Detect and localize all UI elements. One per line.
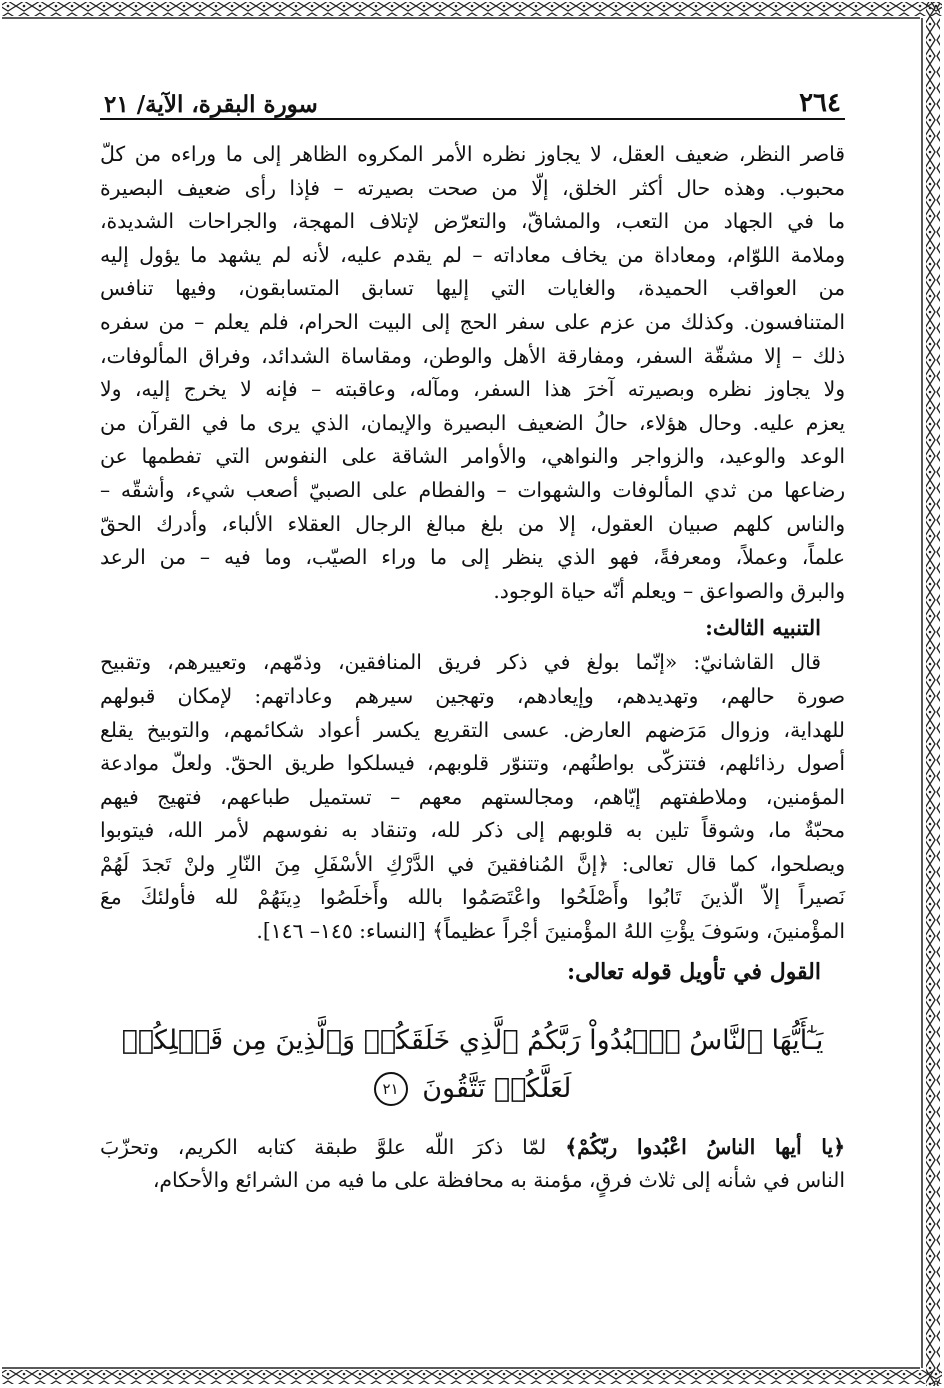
text-line: ذلك – إلا مشقّة السفر، ومفارقة الأهل والوطن، ومقاساة الشدائد، وفراق المألوفات، (100, 343, 845, 368)
text-line: رضاعها من ثدي المألوفات والشهوات – والفطام على الصبيّ أصعب شيء، وأشقّه – (100, 477, 845, 502)
text-line: من العواقب الحميدة، والغايات التي إليها تسابق المتسابقون، وفيها تنافس (100, 276, 845, 301)
text-line: محبّةٌ ما، وشوقاً تلين به قلوبهم إلى ذكر لله، وتنقاد به نفوسهم لأمر الله، فيتوبوا (100, 818, 845, 843)
verse-text: يَـٰٓأَيُّهَا ٱلنَّاسُ ٱعۡبُدُواْ رَبَّكُمُ ٱلَّذِي خَلَقَكُمۡ وَٱلَّذِينَ مِن قَبۡلِكُمۡ لَعَلَّكُمۡ تَتَّقُونَ (121, 1024, 824, 1104)
text-line: الناس في شأنه إلى ثلاث فرقٍ، مؤمنة به محافظة على ما فيه من الشرائع والأحكام، (152, 1168, 845, 1193)
section-heading-third-note: التنبيه الثالث: (705, 615, 821, 641)
text-line: قال القاشانيّ: «إنّما بولغ في ذكر فريق المنافقين، وذمّهم، وتعييرهم، وتقبيح (100, 650, 821, 675)
text-line: نَصيراً إلاّ الّذينَ تَابُوا وأَصْلَحُوا واعْتَصَمُوا بالله وأَخلَصُوا دِينَهُمْ لله فأولئكَ معَ (100, 885, 845, 910)
book-page (100, 70, 845, 1340)
section-heading-interpretation: القول في تأويل قوله تعالى: (567, 958, 821, 985)
text-line: ما في الجهاد من التعب، والمشاقّ، والتعرّض لإتلاف المهجة، والجراحات الشديدة، (100, 209, 845, 234)
text-line: المؤمنين، وملاطفتهم إيّاهم، ومجالستهم معهم – تستميل طباعهم، فتهيج فيهم (100, 784, 845, 809)
text-line: صورة حالهم، وتهديدهم، وإيعادهم، وتهجين سيرهم وعاداتهم: لإمكان قبولهم (100, 683, 845, 708)
surah-reference: سورة البقرة، الآية/ ٢١ (104, 91, 318, 118)
text-line: قاصر النظر، ضعيف العقل، لا يجاوز نظره الأمر المكروه الظاهر إلى ما وراءه من كلّ (100, 142, 845, 166)
text-line: والناس كلهم صبيان العقول، إلا من بلغ مبالغ الرجال العقلاء الألباء، وأدرك الحقّ (100, 511, 845, 536)
text-line: علماً، وعملاً، ومعرفةً، فهو الذي ينظر إلى ما وراء الصيّب، وما فيه – من الرعد (100, 545, 845, 570)
quran-verse (100, 1017, 845, 1113)
paragraph-3 (100, 1131, 845, 1198)
ayah-number-marker: ٢١ (374, 1072, 408, 1106)
text-line: ويصلحوا، كما قال تعالى: ﴿إنَّ المُنافقينَ في الدَّرْكِ الأسْفَلِ مِنَ النّارِ ولنْ تَجدَ لَهُمْ (100, 851, 845, 876)
text-line: يعزم عليه. وحال هؤلاء، حالُ الضعيف البصيرة والإيمان، الذي يرى ما في القرآن من (100, 410, 845, 435)
text-line: أصول رذائلهم، فتتزكّى بواطنُهم، وتتنوّر قلوبهم، فيسلكوا طريق الحقّ. ولعلّ موادعة (100, 751, 845, 776)
text-line: للهداية، وزوال مَرَضهم العارض. عسى التقريع يكسر أعواد شكائمهم، والتوبيخ يقلع (100, 717, 845, 742)
text-line-rest: لمّا ذكرَ اللّه علوَّ طبقة كتابه الكريم، وتحزّبَ (100, 1134, 566, 1159)
text-line (100, 1131, 845, 1165)
page-body (100, 120, 845, 1198)
verse-quote: ﴿يا أيها الناسُ اعْبُدوا ربّكُمْ﴾ (565, 1134, 845, 1159)
page-number: ٢٦٤ (799, 88, 841, 118)
page-header (100, 70, 845, 120)
text-line: وملامة اللوّام، ومعاداة من يخاف معاداته – لم يقدم عليه، لأنه لم يشهد ما يؤول إليه (100, 242, 845, 267)
paragraph-2 (100, 646, 845, 948)
paragraph-1 (100, 138, 845, 608)
text-line: ولا يجاوز نظره وبصيرته آخرَ هذا السفر، ومآله، وعاقبته – فإنه لا يخرج إليه، ولا (100, 377, 845, 402)
text-line: محبوب. وهذه حال أكثر الخلق، إلّا من صحت بصيرته – فإذا رأى ضعيف البصيرة (100, 175, 845, 200)
text-line: الوعد والوعيد، والزواجر والنواهي، والأوامر الشاقة على النفوس التي تفطمها عن (100, 444, 845, 469)
text-line: والبرق والصواعق – ويعلم أنّه حياة الوجود. (493, 578, 845, 603)
text-line: المتنافسون. وكذلك من عزم على سفر الحج إلى البيت الحرام، فلم يعلم – من سفره (100, 309, 845, 334)
text-line: المؤْمنينَ، وسَوفَ يؤْتِ اللهُ المؤْمنينَ أجْراً عظيماً﴾ [النساء: ١٤٥– ١٤٦]. (256, 919, 845, 944)
